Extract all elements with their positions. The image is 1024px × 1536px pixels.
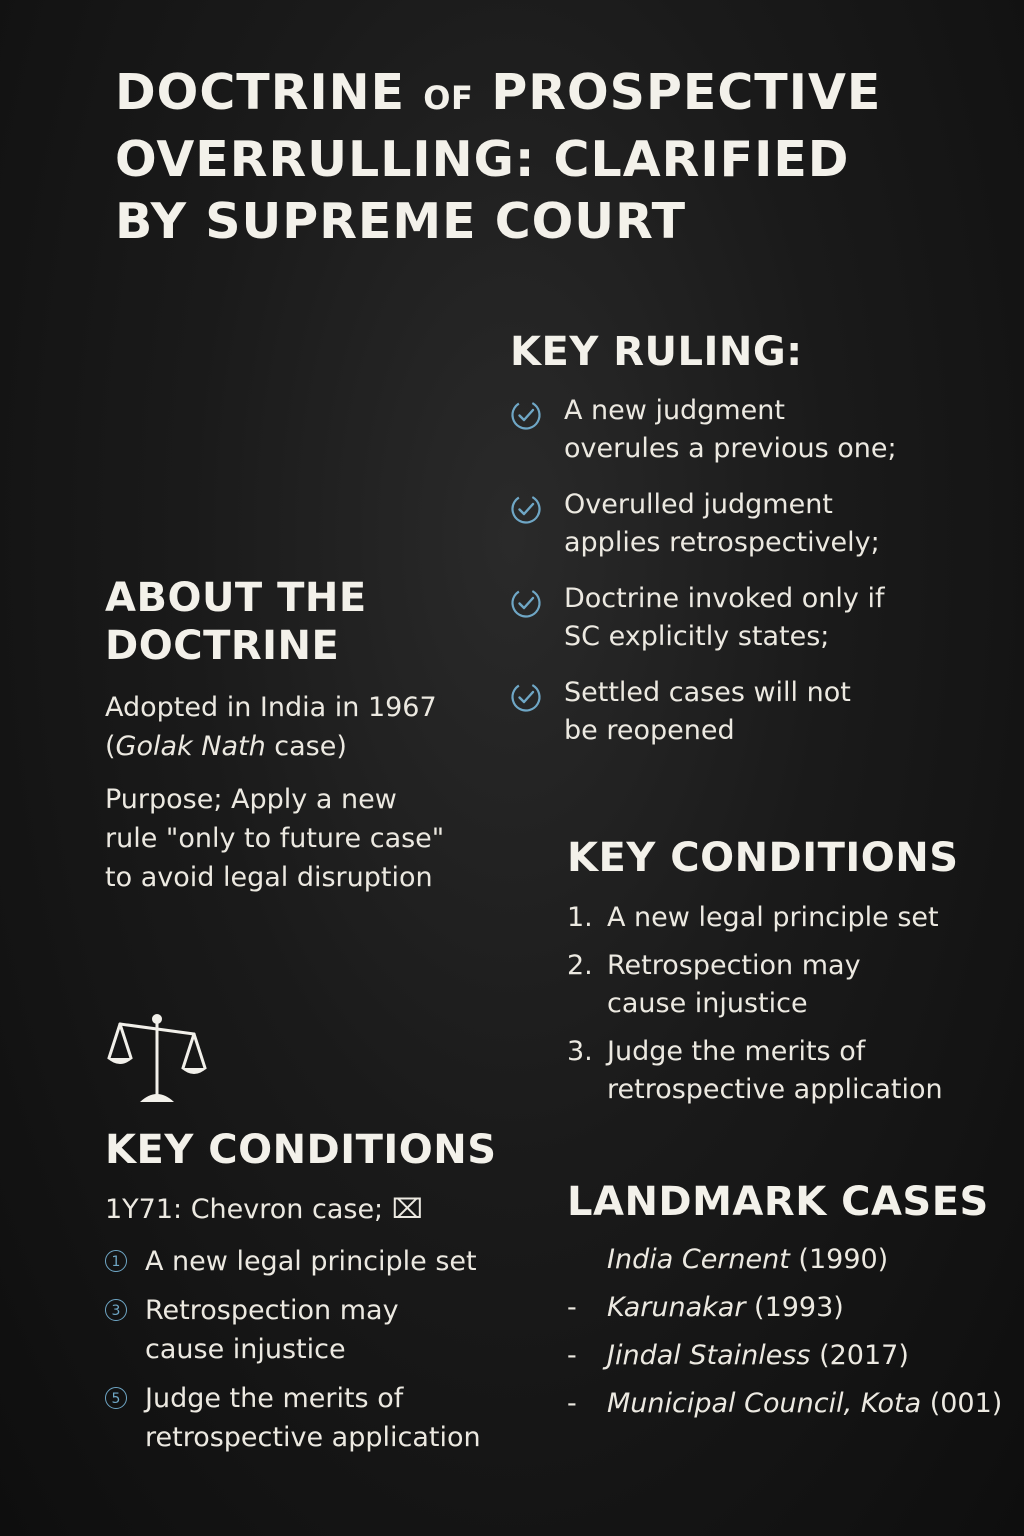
list-item: 1 A new legal principle set <box>105 1242 525 1281</box>
key-ruling-list <box>510 392 990 768</box>
title-line3: BY SUPREME COURT <box>115 193 687 250</box>
list-item: 3 Retrospection may cause injustice <box>105 1291 525 1369</box>
circled-number-icon: 5 <box>105 1387 127 1409</box>
title-line2: OVERRULLING: CLARIFIED <box>115 131 850 188</box>
key-conditions-left-list <box>105 1242 525 1467</box>
list-item: 5 Judge the merits of retrospective application <box>105 1379 525 1457</box>
list-item: Settled cases will not be reopened <box>510 674 990 750</box>
key-ruling-heading: KEY RULING: <box>510 329 803 375</box>
about-heading: ABOUT THE DOCTRINE <box>105 575 367 669</box>
key-conditions-right-heading: KEY CONDITIONS <box>567 835 959 881</box>
key-conditions-left-heading: KEY CONDITIONS <box>105 1127 497 1173</box>
list-item: A new judgment overules a previous one; <box>510 392 990 468</box>
about-adopted-text: Adopted in India in 1967 (Golak Nath case) <box>105 692 437 762</box>
landmark-cases-heading: LANDMARK CASES <box>567 1179 989 1225</box>
check-circle-icon <box>510 399 542 431</box>
list-item: India Cernent (1990) <box>607 1244 889 1275</box>
list-item: Overulled judgment applies retrospectively; <box>510 486 990 562</box>
list-item: 2. Retrospection may cause injustice <box>567 950 861 1019</box>
key-conditions-right-list <box>567 899 987 1119</box>
list-item: 1. A new legal principle set <box>567 902 939 933</box>
list-item: - Jindal Stainless (2017) <box>567 1340 909 1371</box>
circled-number-icon: 3 <box>105 1299 127 1321</box>
check-circle-icon <box>510 493 542 525</box>
scales-of-justice-icon <box>104 1010 210 1106</box>
title-line1: DOCTRINE OF PROSPECTIVE <box>115 64 882 121</box>
list-item: 3. Judge the merits of retrospective application <box>567 1036 943 1105</box>
key-conditions-left-subline: 1Y71: Chevron case; ⌧ <box>105 1194 423 1225</box>
about-purpose-text: Purpose; Apply a new rule "only to future case" to avoid legal disruption <box>105 784 445 893</box>
page-title <box>115 62 975 253</box>
landmark-cases-list <box>567 1236 1007 1428</box>
check-circle-icon <box>510 587 542 619</box>
check-circle-icon <box>510 681 542 713</box>
list-item: - Karunakar (1993) <box>567 1292 844 1323</box>
list-item: - Municipal Council, Kota (001) <box>567 1388 1003 1419</box>
circled-number-icon: 1 <box>105 1250 127 1272</box>
list-item: Doctrine invoked only if SC explicitly states; <box>510 580 990 656</box>
